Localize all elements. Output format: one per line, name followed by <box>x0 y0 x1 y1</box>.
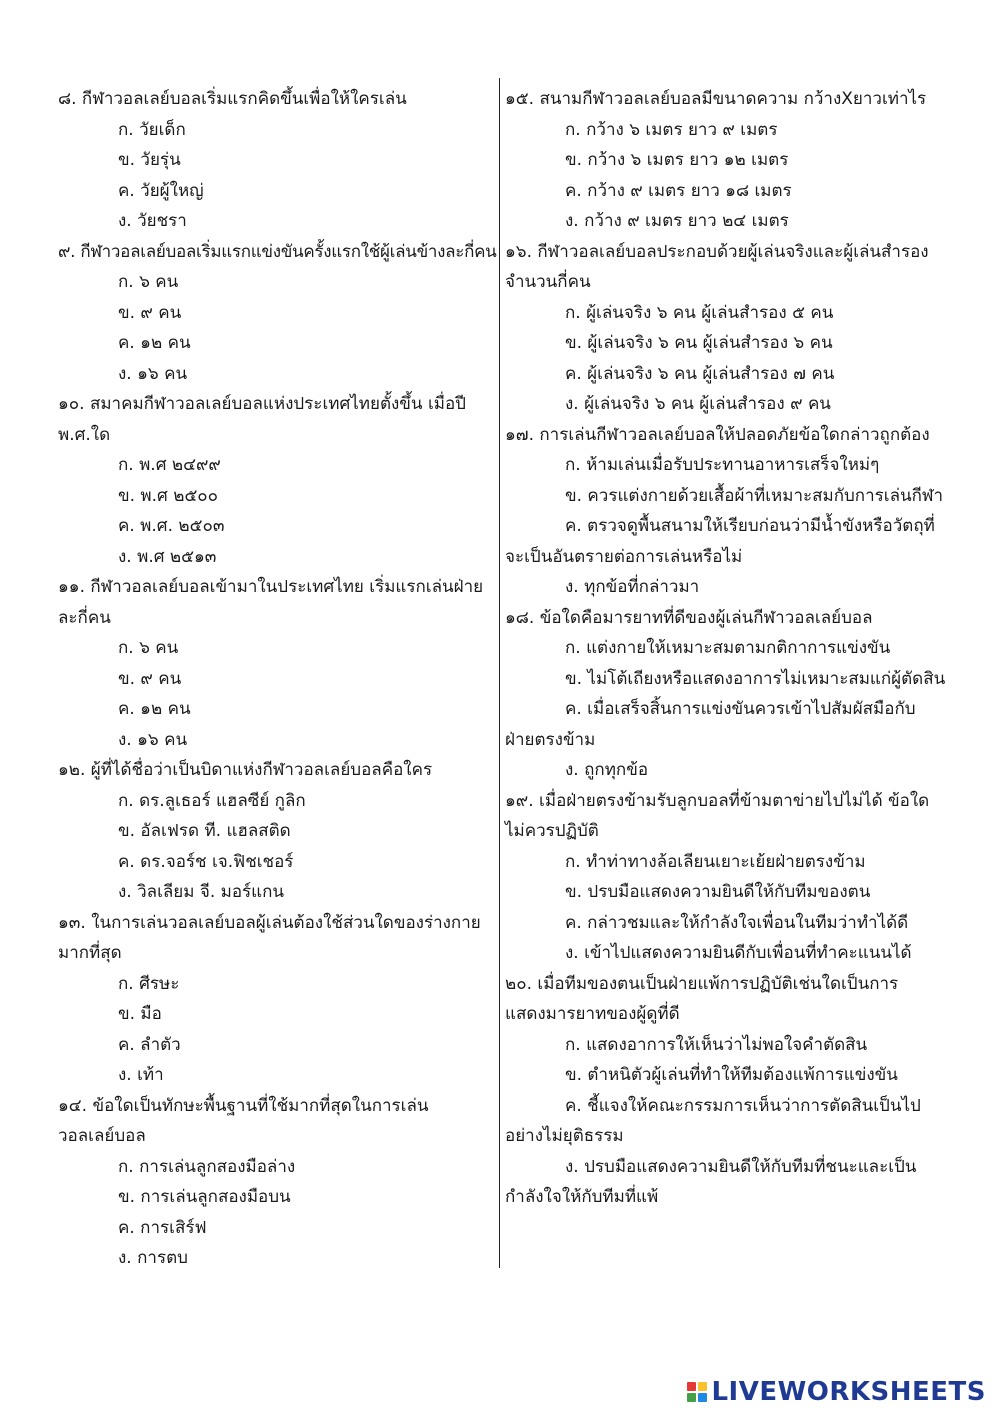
question-block <box>505 237 937 420</box>
option-b[interactable]: ข. ผู้เล่นจริง ๖ คน ผู้เล่นสำรอง ๖ คน <box>565 333 833 353</box>
question-text: ๙. กีฬาวอลเลย์บอลเริ่มแรกแข่งขันครั้งแรกใช้ผู้เล่นข้างละกี่คน <box>58 241 497 262</box>
option-d[interactable]: ง. กว้าง ๙ เมตร ยาว ๒๔ เมตร <box>565 211 789 231</box>
left-column <box>58 84 497 1274</box>
option-a[interactable]: ก. แสดงอาการให้เห็นว่าไม่พอใจคำตัดสิน <box>565 1034 868 1055</box>
option-c[interactable]: ค. ลำตัว <box>118 1034 181 1055</box>
option-d[interactable]: ง. เข้าไปแสดงความยินดีกับเพื่อนที่ทำคะแนนได้ <box>565 943 912 963</box>
option-d[interactable]: ง. ถูกทุกข้อ <box>565 760 649 780</box>
option-a[interactable]: ก. ดร.ลูเธอร์ แฮลซีย์ กูลิก <box>118 790 306 811</box>
question-block <box>58 237 497 390</box>
option-c[interactable]: ค. ชี้แจงให้คณะกรรมการเห็นว่าการตัดสินเป็นไปอย่างไม่ยุติธรรม <box>505 1095 921 1146</box>
question-text: ๑๙. เมื่อฝ่ายตรงข้ามรับลูกบอลที่ข้ามตาข่ายไปไม่ได้ ข้อใดไม่ควรปฏิบัติ <box>505 790 930 841</box>
option-a[interactable]: ก. ศีรษะ <box>118 973 180 994</box>
option-d[interactable]: ง. ๑๖ คน <box>118 363 188 384</box>
question-block <box>58 755 494 908</box>
option-a[interactable]: ก. ผู้เล่นจริง ๖ คน ผู้เล่นสำรอง ๕ คน <box>565 302 834 323</box>
option-d[interactable]: ง. ๑๖ คน <box>118 729 188 750</box>
liveworksheets-logo <box>687 1377 986 1407</box>
option-b[interactable]: ข. กว้าง ๖ เมตร ยาว ๑๒ เมตร <box>565 150 789 170</box>
option-b[interactable]: ข. ไม่โต้เถียงหรือแสดงอาการไม่เหมาะสมแก่ผู้ตัดสิน <box>565 668 946 689</box>
option-d[interactable]: ง. วิลเลียม จี. มอร์แกน <box>118 882 285 902</box>
question-text: ๑๕. สนามกีฬาวอลเลย์บอลมีขนาดความ กว้างXยาวเท่าไร <box>505 89 927 109</box>
question-text: ๑๔. ข้อใดเป็นทักษะพื้นฐานที่ใช้มากที่สุดในการเล่นวอลเลย์บอล <box>58 1095 429 1146</box>
right-column <box>505 84 946 1213</box>
logo-square-icon <box>698 1393 707 1402</box>
option-c[interactable]: ค. วัยผู้ใหญ่ <box>118 180 204 201</box>
option-c[interactable]: ค. การเสิร์ฟ <box>118 1217 207 1238</box>
option-d[interactable]: ง. เท้า <box>118 1065 164 1085</box>
question-block <box>58 1091 494 1274</box>
question-text: ๒๐. เมื่อทีมของตนเป็นฝ่ายแพ้การปฏิบัติเช่นใดเป็นการแสดงมารยาทของผู้ดูที่ดี <box>505 973 899 1024</box>
question-text: ๘. กีฬาวอลเลย์บอลเริ่มแรกคิดขึ้นเพื่อให้ใครเล่น <box>58 89 407 109</box>
option-a[interactable]: ก. แต่งกายให้เหมาะสมตามกติกาการแข่งขัน <box>565 638 891 658</box>
question-text: ๑๖. กีฬาวอลเลย์บอลประกอบด้วยผู้เล่นจริงและผู้เล่นสำรองจำนวนกี่คน <box>505 241 929 292</box>
option-a[interactable]: ก. วัยเด็ก <box>118 119 186 140</box>
option-c[interactable]: ค. ๑๒ คน <box>118 333 191 353</box>
question-block <box>505 969 937 1213</box>
option-c[interactable]: ค. ดร.จอร์ช เจ.ฟิชเชอร์ <box>118 851 294 872</box>
option-b[interactable]: ข. พ.ศ ๒๕๐๐ <box>118 485 219 506</box>
logo-square-icon <box>687 1382 696 1391</box>
option-b[interactable]: ข. การเล่นลูกสองมือบน <box>118 1187 291 1207</box>
option-a[interactable]: ก. กว้าง ๖ เมตร ยาว ๙ เมตร <box>565 119 778 140</box>
question-text: ๑๑. กีฬาวอลเลย์บอลเข้ามาในประเทศไทย เริ่มแรกเล่นฝ่ายละกี่คน <box>58 577 484 628</box>
option-a[interactable]: ก. ๖ คน <box>118 638 179 658</box>
option-b[interactable]: ข. ๙ คน <box>118 668 182 689</box>
question-text: ๑๘. ข้อใดคือมารยาทที่ดีของผู้เล่นกีฬาวอลเลย์บอล <box>505 607 873 628</box>
option-c[interactable]: ค. ตรวจดูพื้นสนามให้เรียบก่อนว่ามีน้ำขังหรือวัตถุที่จะเป็นอันตรายต่อการเล่นหรือไม่ <box>505 516 935 567</box>
option-b[interactable]: ข. ๙ คน <box>118 302 182 323</box>
option-b[interactable]: ข. อัลเฟรด ที. แฮลสติด <box>118 821 291 841</box>
option-b[interactable]: ข. ตำหนิตัวผู้เล่นที่ทำให้ทีมต้องแพ้การแข่งขัน <box>565 1065 898 1085</box>
option-a[interactable]: ก. พ.ศ ๒๔๙๙ <box>118 455 221 475</box>
option-d[interactable]: ง. การตบ <box>118 1248 188 1268</box>
question-block <box>505 84 937 237</box>
option-a[interactable]: ก. ๖ คน <box>118 272 179 292</box>
option-c[interactable]: ค. ผู้เล่นจริง ๖ คน ผู้เล่นสำรอง ๗ คน <box>565 363 835 384</box>
brand-name: LIVEWORKSHEETS <box>711 1377 986 1407</box>
logo-square-icon <box>698 1382 707 1391</box>
option-b[interactable]: ข. ควรแต่งกายด้วยเสื้อผ้าที่เหมาะสมกับการเล่นกีฬา <box>565 485 944 506</box>
question-block <box>505 603 946 786</box>
option-d[interactable]: ง. ผู้เล่นจริง ๖ คน ผู้เล่นสำรอง ๙ คน <box>565 394 831 414</box>
option-c[interactable]: ค. กล่าวชมและให้กำลังใจเพื่อนในทีมว่าทำได้ดี <box>565 912 909 933</box>
question-block <box>58 389 494 572</box>
option-c[interactable]: ค. เมื่อเสร็จสิ้นการแข่งขันควรเข้าไปสัมผัสมือกับฝ่ายตรงข้าม <box>505 699 916 750</box>
question-text: ๑๗. การเล่นกีฬาวอลเลย์บอลให้ปลอดภัยข้อใดกล่าวถูกต้อง <box>505 424 930 445</box>
logo-square-icon <box>687 1393 696 1402</box>
question-text: ๑๓. ในการเล่นวอลเลย์บอลผู้เล่นต้องใช้ส่วนใดของร่างกายมากที่สุด <box>58 912 481 963</box>
question-block <box>505 786 937 969</box>
option-b[interactable]: ข. ปรบมือแสดงความยินดีให้กับทีมของตน <box>565 882 871 902</box>
option-d[interactable]: ง. วัยชรา <box>118 211 187 231</box>
question-block <box>58 908 494 1091</box>
question-block <box>58 572 494 755</box>
logo-grid-icon <box>687 1382 707 1402</box>
column-divider <box>499 78 500 1268</box>
option-d[interactable]: ง. พ.ศ ๒๕๑๓ <box>118 546 217 567</box>
option-c[interactable]: ค. กว้าง ๙ เมตร ยาว ๑๘ เมตร <box>565 180 792 201</box>
option-a[interactable]: ก. ห้ามเล่นเมื่อรับประทานอาหารเสร็จใหม่ๆ <box>565 455 880 475</box>
option-d[interactable]: ง. ทุกข้อที่กล่าวมา <box>565 577 700 597</box>
option-a[interactable]: ก. ทำท่าทางล้อเลียนเยาะเย้ยฝ่ายตรงข้าม <box>565 851 866 872</box>
question-text: ๑๒. ผู้ที่ได้ชื่อว่าเป็นบิดาแห่งกีฬาวอลเลย์บอลคือใคร <box>58 760 433 780</box>
question-block <box>58 84 494 237</box>
option-b[interactable]: ข. มือ <box>118 1004 162 1024</box>
option-b[interactable]: ข. วัยรุ่น <box>118 150 181 170</box>
option-c[interactable]: ค. ๑๒ คน <box>118 699 191 719</box>
option-c[interactable]: ค. พ.ศ. ๒๕๐๓ <box>118 516 225 536</box>
question-text: ๑๐. สมาคมกีฬาวอลเลย์บอลแห่งประเทศไทยตั้งขึ้น เมื่อปี พ.ศ.ใด <box>58 394 466 445</box>
option-a[interactable]: ก. การเล่นลูกสองมือล่าง <box>118 1156 296 1177</box>
option-d[interactable]: ง. ปรบมือแสดงความยินดีให้กับทีมที่ชนะและเป็นกำลังใจให้กับทีมที่แพ้ <box>505 1156 917 1207</box>
question-block <box>505 420 944 603</box>
